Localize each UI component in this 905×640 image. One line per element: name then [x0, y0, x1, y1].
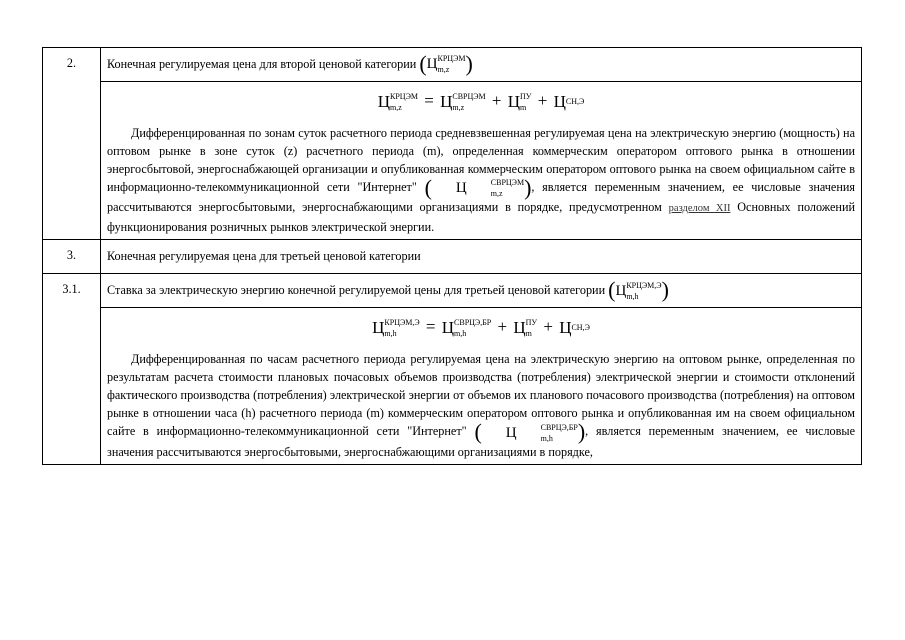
table-row	[43, 48, 862, 240]
table-row	[43, 240, 862, 274]
formula: Ц КРЦЭМ m,z = Ц СВРЦЭМ m,z + Ц ПУ m + Ц СН,Э	[377, 91, 585, 113]
row-body	[101, 308, 861, 463]
description-paragraph: Дифференцированная по часам расчетного периода регулируемая цена на электрическую энергию на оптовом рынке, определенная по результатам расчета стоимости плановых почасовых объемов производства (потребления) электрической энергии и стоимости отклонений фактического производства (потребления) электрической энергии от объемов их планового почасового производства (потребления) на оптовом рынке в отношении часа (h) расчетного периода (m) коммерческим оператором оптового рынка и опубликованная им на своем официальном сайте в информационно-телекоммуникационной сети "Интернет" ( Ц СВРЦЭ,БР m,h ), является переменным значением, ее числовые значения рассчитываются энергосбытовыми, энергоснабжающими организациями в порядке,	[107, 352, 855, 459]
row-content	[101, 274, 862, 464]
row-number: 3.1.	[43, 274, 101, 464]
formula: Ц КРЦЭМ,Э m,h = Ц СВРЦЭ,БР m,h + Ц ПУ m + Ц СН,Э	[372, 317, 590, 339]
row-content	[101, 48, 862, 240]
section-link[interactable]: разделом XII	[668, 203, 731, 215]
row-content	[101, 240, 862, 274]
row-number: 3.	[43, 240, 101, 274]
table-row	[43, 274, 862, 464]
price-table	[42, 47, 862, 465]
row-title-text: Ставка за электрическую энергию конечной регулируемой цены для третьей ценовой категории	[107, 283, 606, 298]
description-paragraph: Дифференцированная по зонам суток расчетного периода средневзвешенная регулируемая цена на электрическую энергию (мощность) на оптовом рынке в зоне суток (z) расчетного периода (m), определенная коммерческим оператором оптового рынка в отношении энергосбытовой, энергоснабжающей организации и опубликованная коммерческим оператором оптового рынка на своем официальном сайте в информационно-телекоммуникационной сети "Интернет" ( Ц СВРЦЭМ m,z ), является переменным значением, ее числовые значения рассчитываются энергосбытовыми, энергоснабжающими организациями в порядке, предусмотренном разделом XII Основных положений функционирования розничных рынков электрической энергии.	[107, 126, 856, 235]
row-number: 2.	[43, 48, 101, 240]
row-title: Конечная регулируемая цена для второй ценовой категории (Ц КРЦЭМ m,z )	[101, 48, 861, 82]
row-title-text: Конечная регулируемая цена для второй ценовой категории	[107, 57, 417, 72]
row-body	[101, 82, 861, 239]
row-title: Ставка за электрическую энергию конечной регулируемой цены для третьей ценовой категории (Ц КРЦЭМ,Э m,h )	[101, 274, 861, 308]
row-title-text: Конечная регулируемая цена для третьей ценовой категории	[107, 249, 421, 264]
row-title	[101, 240, 861, 273]
